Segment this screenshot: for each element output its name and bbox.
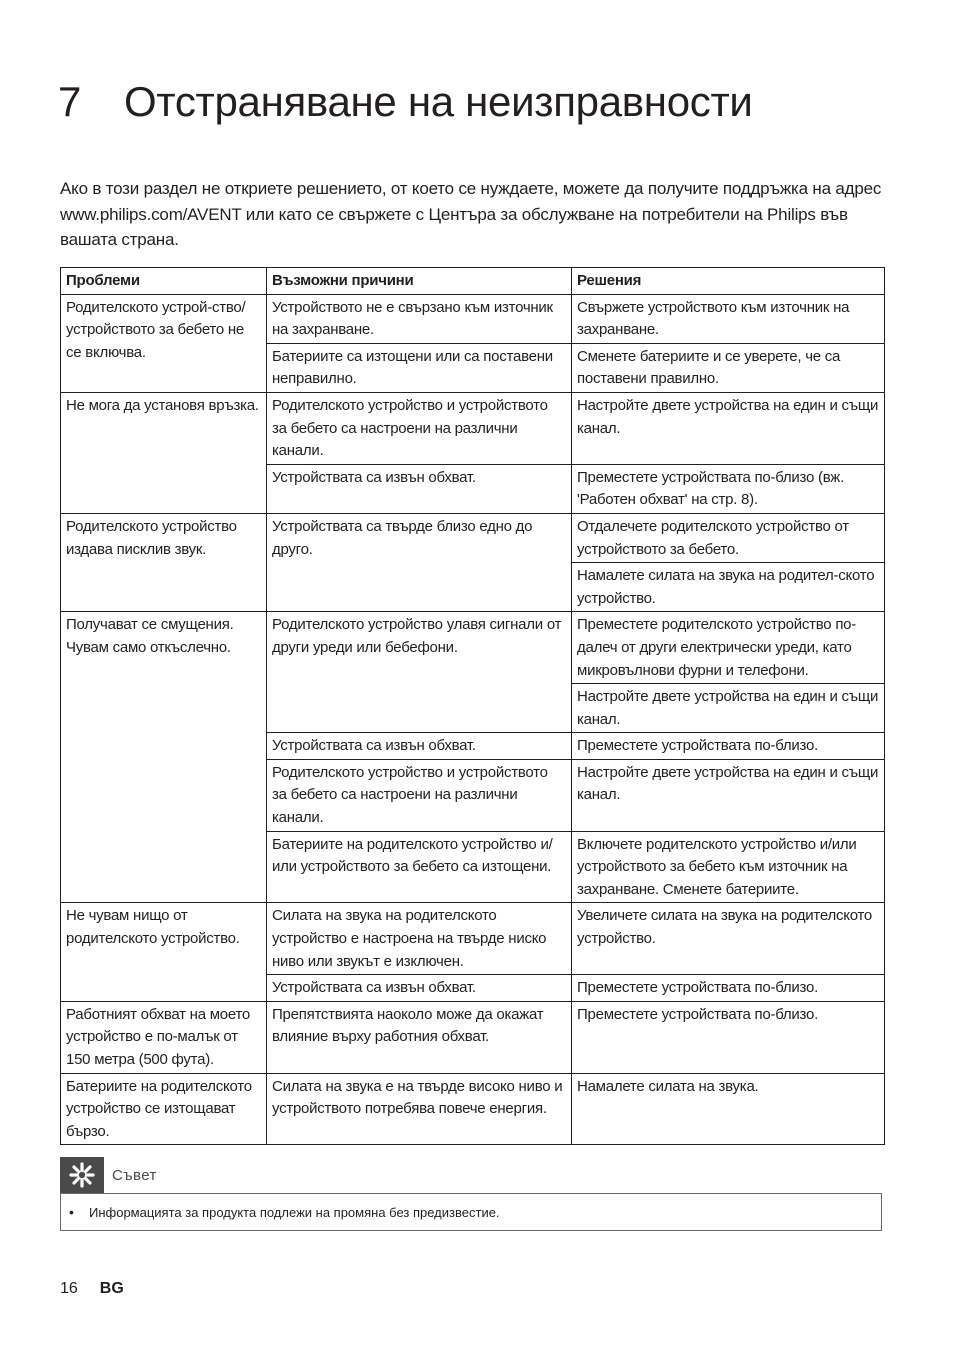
cause-cell: Силата на звука е на твърде високо ниво и устройството потребява повече енергия. (267, 1073, 572, 1145)
tip-text: Информацията за продукта подлежи на промяна без предизвестие. (89, 1204, 500, 1220)
problem-cell: Работният обхват на моето устройство е по-малък от 150 метра (500 фута). (61, 1001, 267, 1073)
troubleshooting-table (60, 267, 885, 1145)
solution-cell: Намалете силата на звука. (572, 1073, 885, 1145)
tip-box (60, 1193, 882, 1231)
cause-cell: Устройствата са извън обхват. (267, 464, 572, 513)
cause-cell: Силата на звука на родителското устройство е настроена на твърде ниско ниво или звукът е изключен. (267, 903, 572, 975)
problem-cell: Родителското устройство издава писклив звук. (61, 513, 267, 611)
problem-cell: Не чувам нищо от родителското устройство. (61, 903, 267, 1001)
cause-cell: Устройствата са извън обхват. (267, 975, 572, 1002)
solution-cell: Увеличете силата на звука на родителското устройство. (572, 903, 885, 975)
cause-cell: Родителското устройство и устройството за бебето са настроени на различни канали. (267, 392, 572, 464)
solution-cell: Настройте двете устройства на един и същи канал. (572, 684, 885, 733)
solution-cell: Отдалечете родителското устройство от устройството за бебето. (572, 513, 885, 562)
cause-cell: Устройствата са извън обхват. (267, 733, 572, 760)
header-solutions: Решения (572, 268, 885, 295)
cause-cell: Родителското устройство и устройството за бебето са настроени на различни канали. (267, 759, 572, 831)
solution-cell: Намалете силата на звука на родител-ското устройство. (572, 563, 885, 612)
cause-cell: Батериите са изтощени или са поставени неправилно. (267, 343, 572, 392)
table-row (61, 513, 885, 562)
tip-item (69, 1204, 500, 1220)
table-header-row (61, 268, 885, 295)
cause-cell: Родителското устройство улавя сигнали от други уреди или бебефони. (267, 612, 572, 733)
tip-header (60, 1157, 157, 1193)
cause-cell: Препятствията наоколо може да окажат влияние върху работния обхват. (267, 1001, 572, 1073)
table-row (61, 903, 885, 975)
solution-cell: Преместете устройствата по-близо. (572, 733, 885, 760)
cause-cell: Устройството не е свързано към източник на захранване. (267, 294, 572, 343)
bullet-icon: • (69, 1204, 74, 1220)
solution-cell: Настройте двете устройства на един и същи канал. (572, 759, 885, 831)
solution-cell: Преместете устройствата по-близо. (572, 1001, 885, 1073)
intro-paragraph: Ако в този раздел не откриете решението, от което се нуждаете, можете да получите поддръжка на адрес www.philips.com/AVENT или като се свържете с Центъра за обслужване на потребители на Philips във вашата страна. (60, 179, 882, 249)
header-causes: Възможни причини (267, 268, 572, 295)
section-number: 7 (58, 78, 82, 125)
solution-cell: Настройте двете устройства на един и същи канал. (572, 392, 885, 464)
solution-cell: Сменете батериите и се уверете, че са поставени правилно. (572, 343, 885, 392)
solution-cell: Преместете устройствата по-близо (вж. 'Работен обхват' на стр. 8). (572, 464, 885, 513)
solution-cell: Включете родителското устройство и/или устройството за бебето към източник на захранване. Сменете батериите. (572, 831, 885, 903)
section-heading (58, 78, 753, 126)
language-code: BG (99, 1280, 124, 1297)
asterisk-icon (60, 1157, 104, 1193)
problem-cell: Родителското устрой-ство/устройството за бебето не се включва. (61, 294, 267, 392)
table-row (61, 392, 885, 464)
table-row (61, 1001, 885, 1073)
cause-cell: Батериите на родителското устройство и/или устройството за бебето са изтощени. (267, 831, 572, 903)
header-problems: Проблеми (61, 268, 267, 295)
table-row (61, 612, 885, 684)
problem-cell: Получават се смущения. Чувам само откъслечно. (61, 612, 267, 903)
solution-cell: Свържете устройството към източник на захранване. (572, 294, 885, 343)
solution-cell: Преместете устройствата по-близо. (572, 975, 885, 1002)
cause-cell: Устройствата са твърде близо едно до друго. (267, 513, 572, 611)
section-title: Отстраняване на неизправности (124, 78, 753, 125)
table-row (61, 1073, 885, 1145)
page-footer (60, 1280, 124, 1298)
problem-cell: Не мога да установя връзка. (61, 392, 267, 513)
solution-cell: Преместете родителското устройство по-далеч от други електрически уреди, като микровълнови фурни и телефони. (572, 612, 885, 684)
page-number: 16 (60, 1280, 78, 1297)
table-row (61, 294, 885, 343)
tip-title: Съвет (112, 1166, 157, 1184)
problem-cell: Батериите на родителското устройство се изтощават бързо. (61, 1073, 267, 1145)
